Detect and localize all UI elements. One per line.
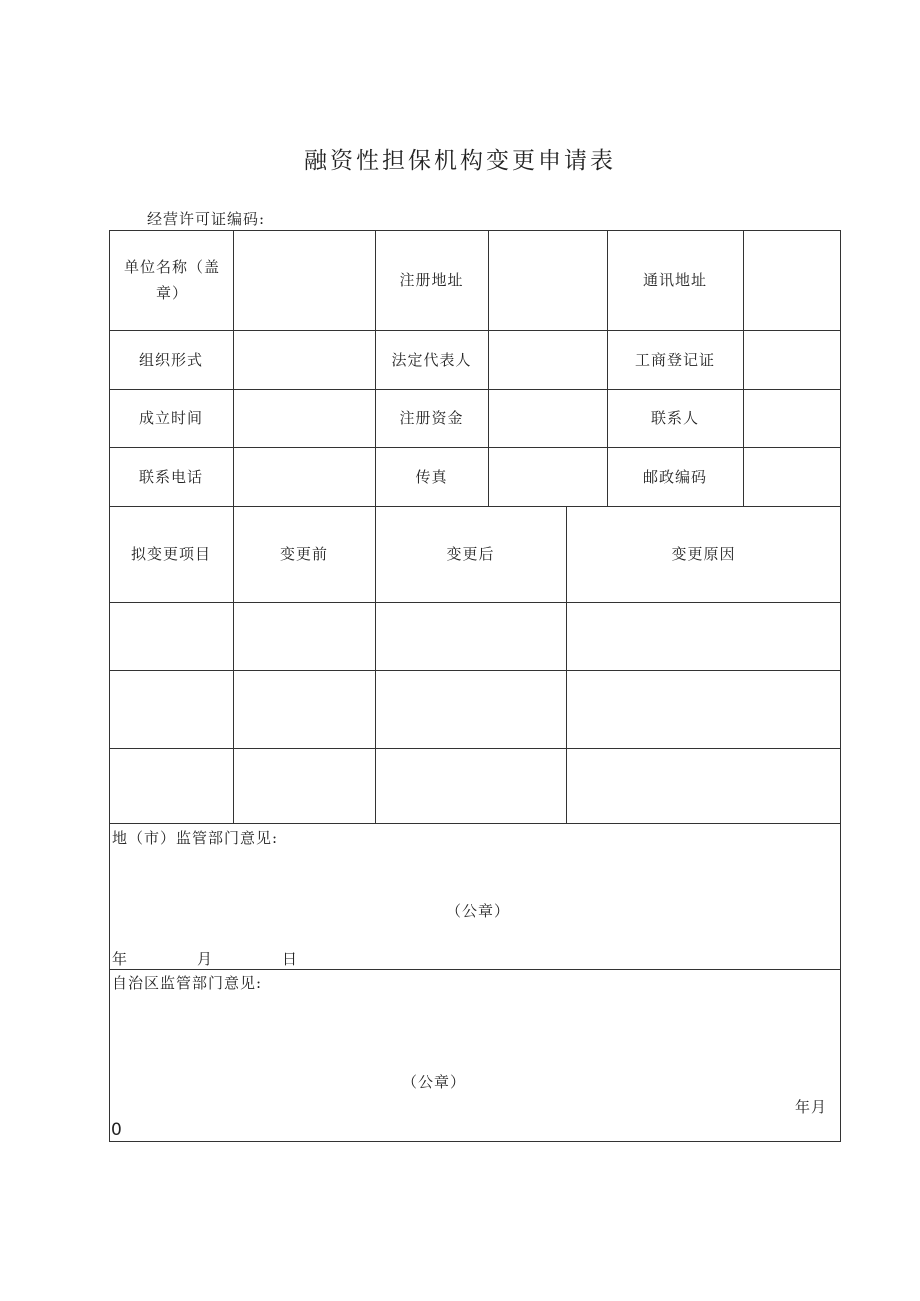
fax-label: 传真 [415,467,448,486]
postal-code-label: 邮政编码 [642,467,707,486]
corner-zero-mark: 0 [111,1120,122,1140]
region-date: 年月 [795,1098,828,1116]
registered-capital-label: 注册资金 [399,409,464,427]
city-date-month: 月 [197,950,214,968]
application-form-table [109,230,841,1142]
change-item-header: 拟变更项目 [130,545,211,563]
city-date-day: 日 [282,950,299,968]
form-title: 融资性担保机构变更申请表 [304,148,616,174]
unit-name-label: 单位名称（盖章） [123,258,220,302]
mailing-address-label: 通讯地址 [642,271,707,289]
city-date-year: 年 [112,950,129,968]
change-reason-header: 变更原因 [671,545,736,563]
establishment-date-label: 成立时间 [138,409,203,427]
registered-address-label: 注册地址 [399,271,464,289]
legal-representative-label: 法定代表人 [391,350,472,369]
business-registration-label: 工商登记证 [634,350,715,369]
phone-label: 联系电话 [138,467,203,486]
license-number-label: 经营许可证编码: [147,210,266,228]
region-opinion-label: 自治区监管部门意见: [112,974,263,992]
contact-person-label: 联系人 [650,409,699,427]
city-seal-label: （公章） [446,902,511,920]
before-change-header: 变更前 [279,545,328,563]
after-change-header: 变更后 [446,545,495,563]
organization-form-label: 组织形式 [138,350,203,369]
city-opinion-label: 地（市）监管部门意见: [112,829,279,847]
region-seal-label: （公章） [402,1073,467,1091]
